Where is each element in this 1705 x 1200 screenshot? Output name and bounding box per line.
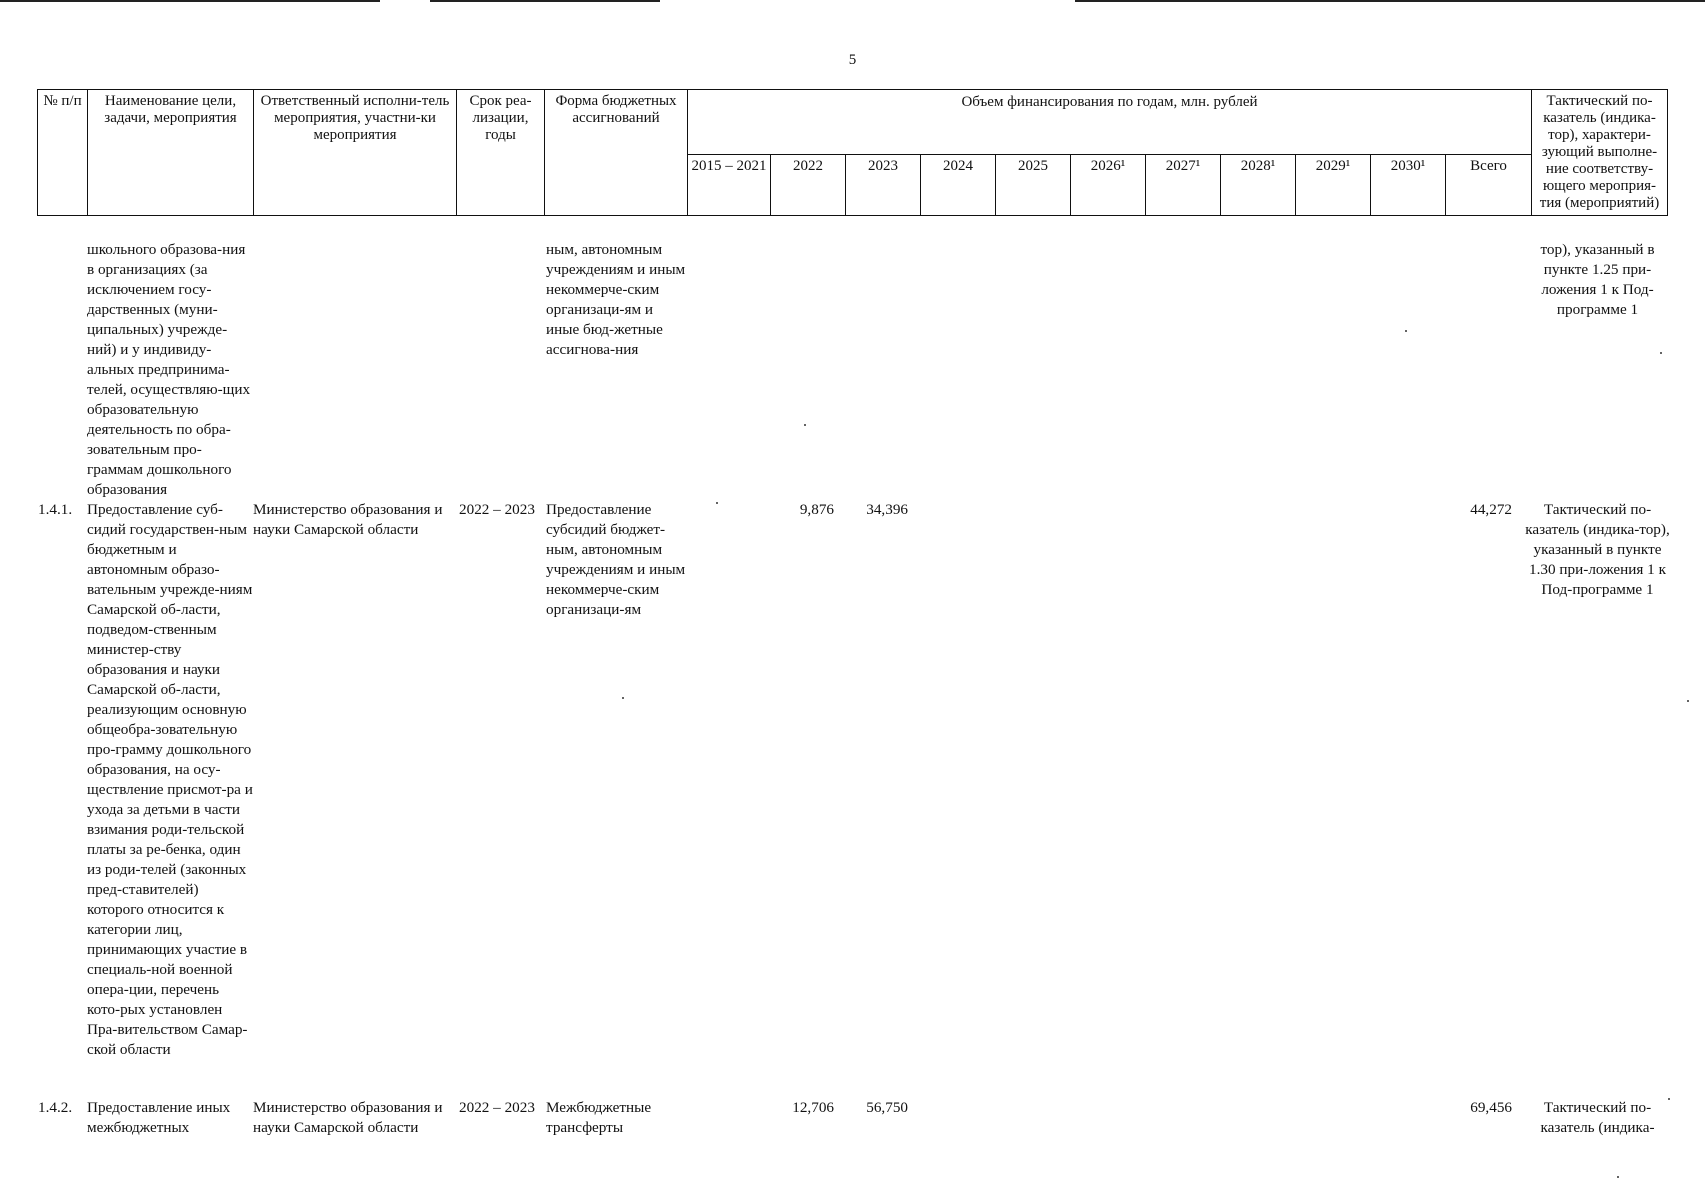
header-responsible: Ответственный исполни-тель мероприятия, участни-ки мероприятия [254,90,457,216]
row-value-2023: 56,750 [866,1099,908,1116]
row-value-2022: 12,706 [792,1099,834,1116]
row-number: 1.4.2. [38,1099,73,1116]
header-year-2029: 2029¹ [1296,154,1371,216]
page-number: 5 [848,52,857,68]
row-value-2023: 34,396 [866,501,908,518]
scan-edge [1075,0,1705,2]
header-num: № п/п [38,90,88,216]
header-year-2027: 2027¹ [1146,154,1221,216]
header-year-2030: 2030¹ [1371,154,1446,216]
header-year-2028: 2028¹ [1221,154,1296,216]
row-budget-form: ным, автономным учреждениям и иным некоммерче-ским организаци-ям и иные бюд-жетные ассигнова-ния [546,241,686,358]
row-budget-form: Предоставление субсидий бюджет-ным, автономным учреждениям и иным некоммерче-ским организаци-ям [546,501,686,618]
header-year-2022: 2022 [771,154,846,216]
scan-speck [1668,1098,1670,1100]
row-name: школьного образова-ния в организациях (за исключением госу-дарственных (муни-ципальных) учрежде-ний) и у индивиду-альных предпринима-телей, осуществляю-щих образовательную деятельность по обра-зовательным про-граммам дошкольного образования [87,241,251,498]
row-indicator: Тактический по-казатель (индика-тор), указанный в пункте 1.30 при-ложения 1 к Под-программе 1 [1525,501,1670,598]
header-year-2025: 2025 [996,154,1071,216]
header-funding: Объем финансирования по годам, млн. рублей [688,90,1532,155]
row-period: 2022 – 2023 [459,501,535,518]
scan-speck [1617,1176,1619,1178]
scan-speck [716,502,718,504]
header-name: Наименование цели, задачи, мероприятия [88,90,254,216]
header-year-2024: 2024 [921,154,996,216]
scan-speck [804,424,806,426]
table-header [37,89,1668,216]
row-indicator: тор), указанный в пункте 1.25 при-ложения 1 к Под-программе 1 [1540,241,1655,318]
header-year-2023: 2023 [846,154,921,216]
row-number: 1.4.1. [38,501,73,518]
scan-speck [1660,352,1662,354]
header-total: Всего [1446,154,1532,216]
scan-speck [1687,700,1689,702]
scan-speck [622,697,624,699]
header-indicator: Тактический по-казатель (индика-тор), характери-зующий выполне-ние соответству-ющего мероприя-тия (мероприятий) [1532,90,1668,216]
row-indicator: Тактический по-казатель (индика- [1540,1099,1655,1136]
scan-edge [0,0,380,2]
header-period: Срок реа-лизации, годы [457,90,545,216]
header-year-2026: 2026¹ [1071,154,1146,216]
row-value-2022: 9,876 [799,501,834,518]
row-responsible: Министерство образования и науки Самарской области [253,501,443,538]
header-budget-form: Форма бюджетных ассигнований [545,90,688,216]
row-name: Предоставление иных межбюджетных [87,1099,231,1136]
row-total: 69,456 [1470,1099,1512,1116]
scan-edge [430,0,660,2]
row-name: Предоставление суб-сидий государствен-ным бюджетным и автономным образо-вательным учрежде-ниям Самарской об-ласти, подведом-ственным министер-ству образования и науки Самарской об-ласти, реализующим основную общеобра-зовательную про-грамму дошкольного образования, на осу-ществление присмот-ра и ухода за детьми в части взимания роди-тельской платы за ре-бенка, один из роди-телей (законных пред-ставителей) которого относится к категории лиц, принимающих участие в специаль-ной военной опера-ции, перечень кото-рых установлен Пра-вительством Самар-ской области [87,501,253,1058]
header-year-2015-2021: 2015 – 2021 [688,154,771,216]
row-budget-form: Межбюджетные трансферты [546,1099,652,1136]
row-total: 44,272 [1470,501,1512,518]
scan-speck [1405,330,1407,332]
row-responsible: Министерство образования и науки Самарской области [253,1099,443,1136]
row-period: 2022 – 2023 [459,1099,535,1116]
